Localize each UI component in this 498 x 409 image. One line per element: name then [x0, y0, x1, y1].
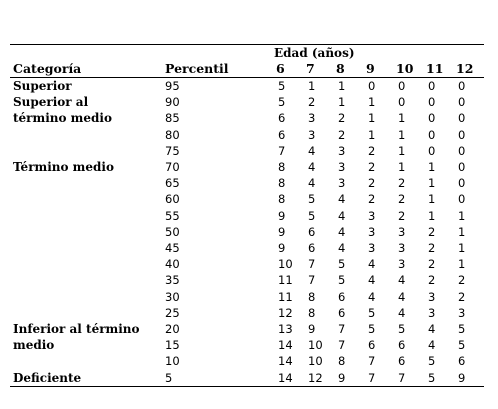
category-cell: [10, 256, 162, 272]
percentile-cell: 55: [165, 208, 180, 223]
score-cell-age-9: 4: [368, 257, 376, 272]
score-cell-age-6: 11: [278, 273, 293, 288]
score-cell-age-6: 8: [278, 160, 286, 175]
table-row: [10, 337, 484, 353]
table-row: [10, 305, 484, 321]
score-cell-age-12: 3: [458, 305, 466, 320]
percentile-cell: 35: [165, 273, 180, 288]
score-cell-age-12: 5: [458, 322, 466, 337]
category-cell: [10, 289, 162, 305]
score-cell-age-7: 1: [308, 79, 316, 93]
percentile-cell: 50: [165, 224, 180, 239]
score-cell-age-11: 0: [428, 111, 436, 126]
score-cell-age-8: 4: [338, 192, 346, 207]
percentile-cell: 15: [165, 338, 180, 353]
score-cell-age-12: 0: [458, 127, 466, 142]
age-header-6: 6: [274, 61, 304, 78]
score-cell-age-8: 1: [338, 95, 346, 110]
score-cell-age-9: 7: [364, 370, 394, 387]
score-cell-age-8: 3: [338, 143, 346, 158]
table-row: [10, 256, 484, 272]
score-cell-age-9: 2: [368, 176, 376, 191]
score-cell-age-12: 1: [458, 257, 466, 272]
score-cell-age-8: 9: [334, 370, 364, 387]
percentile-cell: 20: [165, 322, 180, 337]
score-cell-age-7: 4: [308, 160, 316, 175]
score-cell-age-12: 9: [454, 370, 484, 387]
table-row: [10, 191, 484, 207]
score-cell-age-11: 5: [424, 370, 454, 387]
score-cell-age-9: 0: [368, 79, 376, 93]
score-cell-age-6: 13: [278, 322, 293, 337]
score-cell-age-8: 5: [338, 273, 346, 288]
score-cell-age-9: 1: [368, 95, 376, 110]
table-row: [10, 143, 484, 159]
score-cell-age-7: 5: [308, 192, 316, 207]
score-cell-age-8: 1: [338, 79, 346, 93]
score-cell-age-8: 8: [338, 354, 346, 369]
score-cell-age-12: 5: [458, 338, 466, 353]
score-cell-age-6: 9: [278, 224, 286, 239]
percentile-cell: 45: [165, 241, 180, 256]
score-cell-age-6: 9: [278, 241, 286, 256]
score-cell-age-8: 3: [338, 176, 346, 191]
percentile-cell: 65: [165, 176, 180, 191]
category-cell: [10, 353, 162, 369]
table-row: [10, 94, 484, 110]
score-cell-age-8: 2: [338, 127, 346, 142]
table-row: [10, 289, 484, 305]
score-cell-age-12: 6: [458, 354, 466, 369]
score-cell-age-9: 2: [368, 160, 376, 175]
score-cell-age-6: 12: [278, 305, 293, 320]
score-cell-age-10: 0: [398, 95, 406, 110]
score-cell-age-8: 6: [338, 305, 346, 320]
score-cell-age-8: 4: [338, 208, 346, 223]
percentile-cell: 25: [165, 305, 180, 320]
score-cell-age-11: 1: [428, 192, 436, 207]
age-header-9: 9: [364, 61, 394, 78]
score-cell-age-7: 9: [308, 322, 316, 337]
category-cell: [10, 208, 162, 224]
percentile-table-container: [10, 44, 484, 387]
category-cell: Deficiente: [10, 370, 162, 387]
score-cell-age-8: 2: [338, 111, 346, 126]
category-cell: [10, 175, 162, 191]
score-cell-age-10: 1: [398, 111, 406, 126]
score-cell-age-11: 4: [428, 338, 436, 353]
score-cell-age-12: 0: [458, 143, 466, 158]
score-cell-age-7: 4: [308, 176, 316, 191]
score-cell-age-11: 2: [428, 273, 436, 288]
column-header-row: [10, 61, 484, 78]
score-cell-age-10: 2: [398, 192, 406, 207]
category-cell: Término medio: [13, 160, 114, 175]
category-cell: término medio: [13, 111, 112, 126]
percentile-cell: 70: [165, 160, 180, 175]
score-cell-age-8: 4: [338, 241, 346, 256]
score-cell-age-11: 0: [428, 127, 436, 142]
score-cell-age-9: 3: [368, 208, 376, 223]
table-row: [10, 370, 484, 387]
score-cell-age-11: 5: [428, 354, 436, 369]
score-cell-age-9: 3: [368, 241, 376, 256]
table-row: [10, 127, 484, 143]
score-cell-age-10: 4: [398, 273, 406, 288]
score-cell-age-12: 1: [458, 224, 466, 239]
score-cell-age-6: 14: [278, 354, 293, 369]
score-cell-age-9: 2: [368, 143, 376, 158]
score-cell-age-9: 1: [368, 127, 376, 142]
age-group-label: Edad (años): [274, 45, 484, 62]
score-cell-age-11: 1: [428, 176, 436, 191]
score-cell-age-7: 6: [308, 241, 316, 256]
score-cell-age-11: 3: [428, 305, 436, 320]
score-cell-age-8: 7: [338, 322, 346, 337]
score-cell-age-10: 3: [398, 224, 406, 239]
score-cell-age-10: 0: [398, 79, 406, 93]
age-header-7: 7: [304, 61, 334, 78]
score-cell-age-11: 0: [428, 95, 436, 110]
percentile-cell: 40: [165, 257, 180, 272]
percentile-table: [10, 44, 484, 387]
score-cell-age-9: 3: [368, 224, 376, 239]
score-cell-age-8: 5: [338, 257, 346, 272]
category-cell: [10, 191, 162, 207]
score-cell-age-7: 6: [308, 224, 316, 239]
table-row: [10, 272, 484, 288]
score-cell-age-8: 7: [338, 338, 346, 353]
score-cell-age-6: 14: [278, 338, 293, 353]
percentile-cell: 5: [162, 370, 274, 387]
score-cell-age-9: 5: [368, 322, 376, 337]
score-cell-age-8: 3: [338, 160, 346, 175]
score-cell-age-12: 0: [458, 79, 466, 93]
score-cell-age-11: 2: [428, 224, 436, 239]
score-cell-age-6: 6: [278, 111, 286, 126]
table-row: [10, 353, 484, 369]
percentile-cell: 85: [165, 111, 180, 126]
table-row: [10, 208, 484, 224]
score-cell-age-7: 12: [304, 370, 334, 387]
age-header-10: 10: [394, 61, 424, 78]
score-cell-age-7: 8: [308, 305, 316, 320]
score-cell-age-11: 0: [428, 79, 436, 93]
score-cell-age-10: 1: [398, 127, 406, 142]
score-cell-age-9: 1: [368, 111, 376, 126]
table-row: [10, 78, 484, 95]
category-cell: [10, 143, 162, 159]
category-cell: Inferior al término: [13, 322, 140, 337]
score-cell-age-12: 2: [458, 289, 466, 304]
score-cell-age-12: 1: [458, 241, 466, 256]
category-cell: [10, 240, 162, 256]
score-cell-age-7: 7: [308, 273, 316, 288]
table-body: [10, 78, 484, 387]
score-cell-age-10: 4: [398, 289, 406, 304]
score-cell-age-7: 10: [308, 354, 323, 369]
age-header-12: 12: [454, 61, 484, 78]
score-cell-age-12: 0: [458, 176, 466, 191]
percentile-cell: 10: [165, 354, 180, 369]
score-cell-age-7: 4: [308, 143, 316, 158]
table-row: [10, 110, 484, 126]
score-cell-age-10: 1: [398, 143, 406, 158]
score-cell-age-10: 5: [398, 322, 406, 337]
table-row: [10, 321, 484, 337]
percentile-cell: 75: [165, 143, 180, 158]
score-cell-age-12: 0: [458, 192, 466, 207]
score-cell-age-11: 1: [428, 160, 436, 175]
score-cell-age-9: 6: [368, 338, 376, 353]
score-cell-age-6: 10: [278, 257, 293, 272]
score-cell-age-10: 1: [398, 160, 406, 175]
score-cell-age-10: 6: [398, 354, 406, 369]
score-cell-age-10: 7: [394, 370, 424, 387]
score-cell-age-7: 3: [308, 111, 316, 126]
table-row: [10, 175, 484, 191]
score-cell-age-11: 1: [428, 208, 436, 223]
score-cell-age-11: 3: [428, 289, 436, 304]
score-cell-age-6: 9: [278, 208, 286, 223]
score-cell-age-12: 1: [458, 208, 466, 223]
score-cell-age-10: 2: [398, 208, 406, 223]
score-cell-age-6: 6: [278, 127, 286, 142]
score-cell-age-11: 4: [428, 322, 436, 337]
score-cell-age-10: 3: [398, 257, 406, 272]
score-cell-age-8: 6: [338, 289, 346, 304]
percentile-cell: 90: [165, 95, 180, 110]
score-cell-age-6: 14: [274, 370, 304, 387]
score-cell-age-11: 0: [428, 143, 436, 158]
score-cell-age-10: 6: [398, 338, 406, 353]
score-cell-age-8: 4: [338, 224, 346, 239]
score-cell-age-12: 2: [458, 273, 466, 288]
table-row: [10, 240, 484, 256]
score-cell-age-11: 2: [428, 257, 436, 272]
score-cell-age-9: 7: [368, 354, 376, 369]
score-cell-age-6: 5: [278, 79, 286, 93]
score-cell-age-6: 7: [278, 143, 286, 158]
score-cell-age-7: 8: [308, 289, 316, 304]
score-cell-age-11: 2: [428, 241, 436, 256]
score-cell-age-6: 8: [278, 176, 286, 191]
score-cell-age-10: 3: [398, 241, 406, 256]
score-cell-age-12: 0: [458, 95, 466, 110]
percentile-cell: 60: [165, 192, 180, 207]
category-cell: [10, 224, 162, 240]
score-cell-age-10: 4: [398, 305, 406, 320]
score-cell-age-9: 4: [368, 273, 376, 288]
category-cell: [10, 305, 162, 321]
score-cell-age-9: 4: [368, 289, 376, 304]
percentile-cell: 80: [165, 127, 180, 142]
percentile-cell: 30: [165, 289, 180, 304]
score-cell-age-7: 3: [308, 127, 316, 142]
category-cell: Superior al: [13, 95, 89, 110]
score-cell-age-12: 0: [458, 160, 466, 175]
percentile-header: Percentil: [162, 61, 274, 78]
percentile-cell: 95: [165, 79, 180, 93]
table-row: [10, 159, 484, 175]
category-cell: [10, 127, 162, 143]
score-cell-age-9: 2: [368, 192, 376, 207]
category-cell: medio: [13, 338, 55, 353]
score-cell-age-7: 2: [308, 95, 316, 110]
score-cell-age-7: 7: [308, 257, 316, 272]
age-group-header-row: [10, 45, 484, 62]
score-cell-age-6: 11: [278, 289, 293, 304]
age-header-11: 11: [424, 61, 454, 78]
score-cell-age-9: 5: [368, 305, 376, 320]
score-cell-age-6: 8: [278, 192, 286, 207]
score-cell-age-7: 5: [308, 208, 316, 223]
table-row: [10, 224, 484, 240]
score-cell-age-6: 5: [278, 95, 286, 110]
score-cell-age-12: 0: [458, 111, 466, 126]
score-cell-age-7: 10: [308, 338, 323, 353]
category-header: Categoría: [10, 61, 162, 78]
category-cell: [10, 272, 162, 288]
category-cell: Superior: [13, 79, 72, 93]
age-header-8: 8: [334, 61, 364, 78]
score-cell-age-10: 2: [398, 176, 406, 191]
